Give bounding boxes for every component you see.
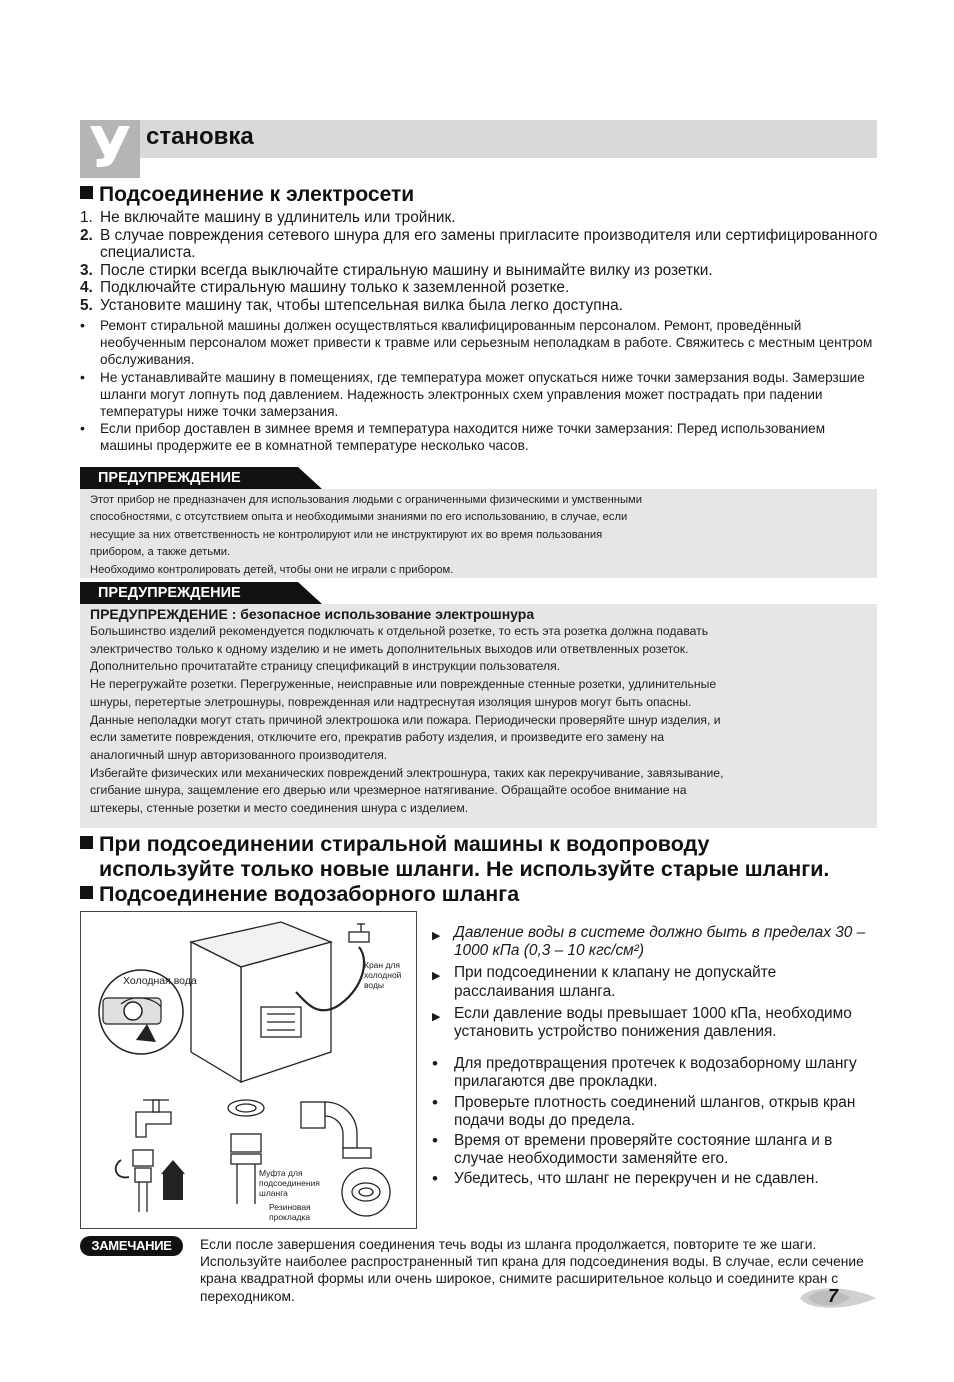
warning-line: шнуры, перетертые элетрошнуры, поврежденная или надтреснутая изоляция шнуров могут быть опасны.	[90, 694, 692, 709]
section-heading-water: При подсоединении стиральной машины к водопроводу	[80, 832, 709, 857]
label-hose-coupling: Муфта для подсоединения шланга	[259, 1168, 320, 1198]
label-rubber-gasket: Резиновая прокладка	[269, 1202, 311, 1222]
list-item: • Для предотвращения протечек к водозаборному шлангу прилагаются две прокладки.	[432, 1054, 857, 1091]
page-title: становка	[146, 123, 254, 150]
warning-line: Избегайте физических или механических повреждений электрошнура, таких как перекручивание, завязывание,	[90, 765, 724, 780]
warning-line: Не перегружайте розетки. Перегруженные, неисправные или поврежденные стенные розетки, удлинительные	[90, 677, 717, 692]
warning-line: Дополнительно прочитатайте страницу спецификаций в инструкции пользователя.	[90, 659, 561, 674]
list-item: • Ремонт стиральной машины должен осуществляться квалифицированным персоналом. Ремонт, проведённый необученным персоналом может привести к травме или серьезным неполадкам в работе. Свяжитесь с местным центром обслуживания.	[80, 317, 873, 368]
power-bullet-list	[80, 317, 880, 455]
list-item: 4. Подключайте стиральную машину только к заземленной розетке.	[80, 279, 570, 296]
list-item: ▶ Если давление воды превышает 1000 кПа, необходимо установить устройство понижения давления.	[432, 1004, 852, 1041]
triangle-bullet-icon: ▶	[432, 1010, 441, 1023]
square-bullet-icon	[80, 886, 93, 899]
list-item: • Проверьте плотность соединений шлангов, открыв кран подачи воды до предела.	[432, 1092, 856, 1129]
warning-line: Этот прибор не предназначен для использования людьми с ограниченными физическими и умственными	[90, 494, 642, 506]
label-cold-water: Холодная вода	[123, 975, 197, 987]
warning-line: аналогичный шнур авторизованного производителя.	[90, 747, 388, 762]
triangle-bullet-icon: ▶	[432, 970, 441, 983]
list-item: ▶ При подсоединении к клапану не допускайте расслаивания шланга.	[432, 964, 777, 1000]
warning-line: несущие за них ответственность не контролируют или не инструктируют их во время пользования	[90, 528, 603, 541]
hose-connection-illustration	[80, 911, 417, 1229]
square-bullet-icon	[80, 836, 93, 849]
page-number-badge	[798, 1284, 878, 1312]
warning-line: способностями, с отсутствием опыта и необходимыми знаниями по его использованию, в случае, если	[90, 511, 628, 524]
power-numbered-list	[80, 209, 880, 314]
title-initial-letter: У	[80, 120, 140, 178]
page-number: 7	[828, 1286, 839, 1306]
list-item: • Время от времени проверяйте состояние шланга и в случае необходимости заменяйте его.	[432, 1131, 833, 1168]
section-heading-water-line2: используйте только новые шланги. Не используйте старые шланги.	[99, 857, 830, 881]
warning-line: прибором, а также детьми.	[90, 546, 231, 559]
list-item: ▶ Давление воды в системе должно быть в пределах 30 – 1000 кПа (0,3 – 10 кгс/см²)	[432, 924, 866, 960]
warning-title: ПРЕДУПРЕЖДЕНИЕ : безопасное использование электрошнура	[90, 606, 535, 622]
warning-line: Необходимо контролировать детей, чтобы они не играли с прибором.	[90, 563, 454, 576]
list-item: 1. Не включайте машину в удлинитель или тройник.	[80, 209, 456, 226]
list-item: 2. В случае повреждения сетевого шнура для его замены пригласите производителя или сертифицированного специалиста.	[80, 226, 878, 261]
water-instructions-list	[432, 924, 877, 1191]
warning-tab-2: ПРЕДУПРЕЖДЕНИЕ	[80, 582, 298, 604]
warning-line: электричество только к одному изделию и не иметь дополнительных выходов или ответвленных розеток.	[90, 641, 689, 656]
warning-line: если заметите повреждения, отключите его, прекратив работу изделия, и произведите его замену на	[90, 730, 664, 745]
warning-line: сгибание шнура, защемление его дверью или чрезмерное натягивание. Обращайте особое внимание на	[90, 783, 687, 798]
list-item: • Убедитесь, что шланг не перекручен и не сдавлен.	[432, 1169, 819, 1189]
warning-line: Большинство изделий рекомендуется подключать к отдельной розетке, то есть эта розетка должна подавать	[90, 624, 709, 638]
warning-tab-1: ПРЕДУПРЕЖДЕНИЕ	[80, 467, 298, 489]
warning-line: штекеры, стенные розетки и место соединения шнура с изделием.	[90, 801, 469, 816]
list-item: 5. Установите машину так, чтобы штепсельная вилка была легко доступна.	[80, 296, 623, 314]
list-item: • Не устанавливайте машину в помещениях, где температура может опускаться ниже точки замерзания воды. Замерзшие шланги могут лопнуть под давлением. Надежность электронных схем управления может пострадать при падении температуры ниже точки замерзания.	[80, 368, 865, 420]
list-item: 3. После стирки всегда выключайте стиральную машину и вынимайте вилку из розетки.	[80, 261, 713, 279]
warning-line: Данные неполадки могут стать причиной электрошока или пожара. Периодически проверяйте шнур изделия, и	[90, 712, 721, 727]
triangle-bullet-icon: ▶	[432, 930, 441, 942]
list-item: • Если прибор доставлен в зимнее время и температура находится ниже точки замерзания: Перед использованием машины продержите ее в комнатной температуре несколько часов.	[80, 420, 826, 454]
warning-box-2	[80, 604, 877, 828]
note-badge: ЗАМЕЧАНИЕ	[80, 1236, 183, 1256]
label-cold-water-tap: Кран для холодной воды	[364, 960, 402, 990]
section-heading-inlet: Подсоединение водозаборного шланга	[80, 882, 519, 907]
section-heading-power: Подсоединение к электросети	[80, 183, 414, 207]
warning-box-1	[80, 489, 877, 578]
note-text: Если после завершения соединения течь воды из шланга продолжается, повторите те же шаги. Используйте наиболее распространенный тип крана для подсоединения воды. В случае, если сечение крана квадратной формы или очень широкое, снимите расширительное кольцо и соедините кран с переходником.	[200, 1237, 864, 1304]
square-bullet-icon	[80, 186, 93, 199]
